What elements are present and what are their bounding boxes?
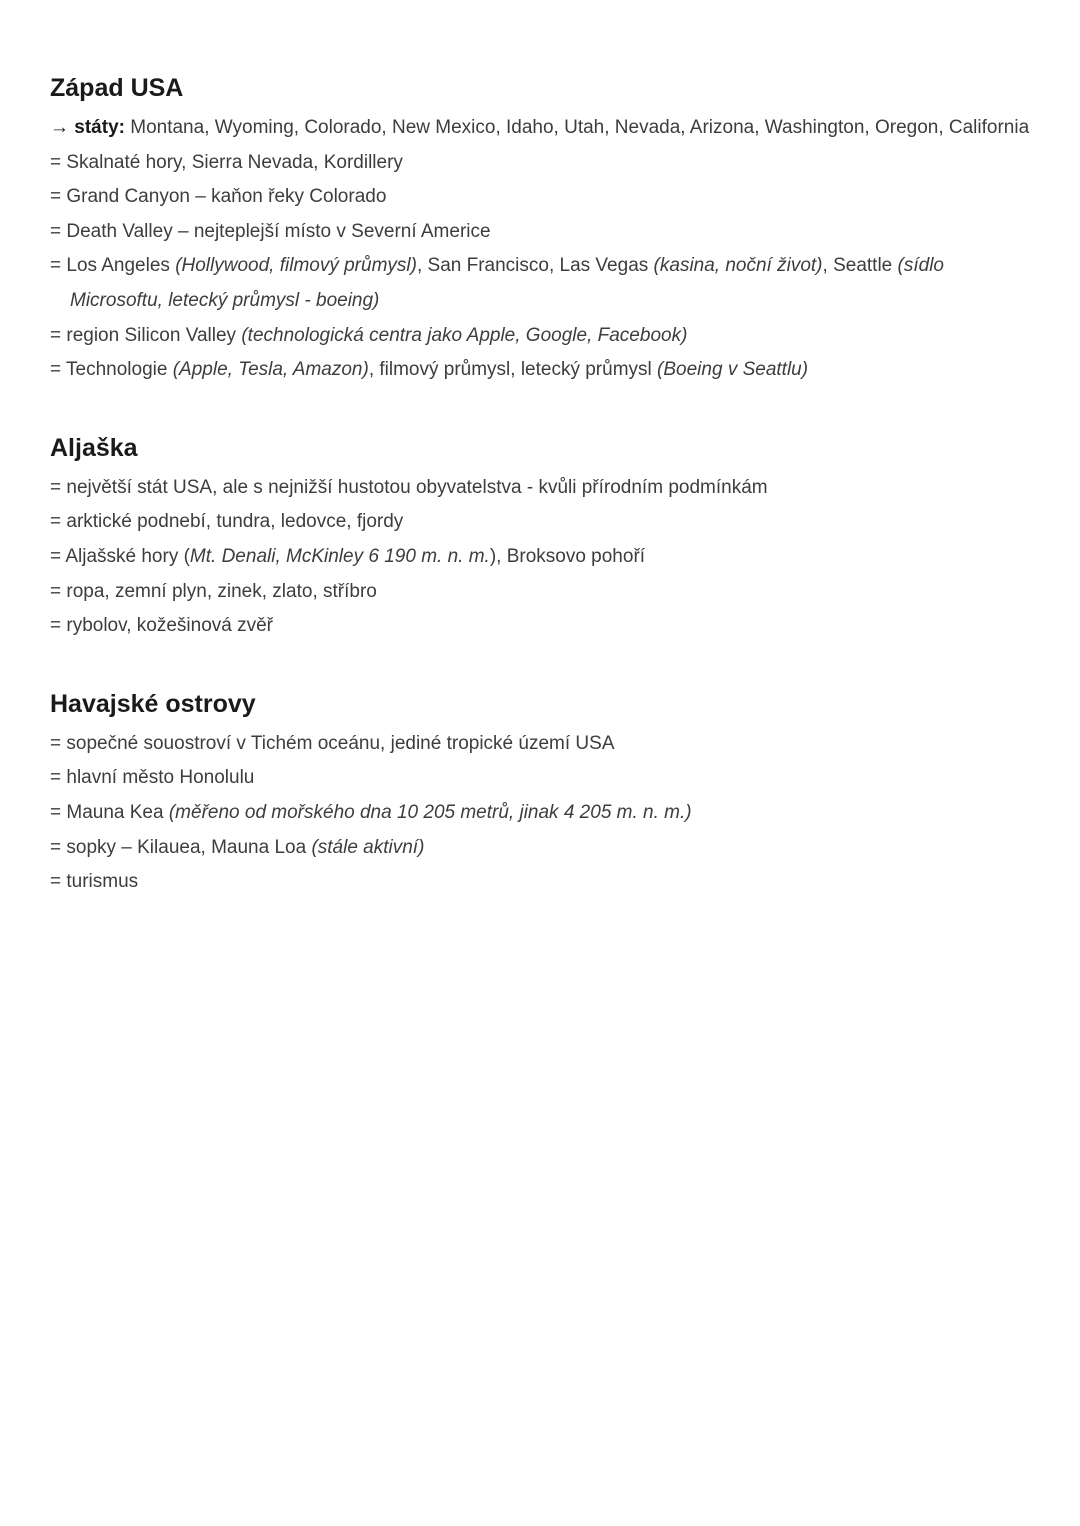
text-segment: = Mauna Kea bbox=[50, 801, 169, 823]
text-segment: = Skalnaté hory, Sierra Nevada, Kordillery bbox=[50, 151, 403, 173]
note-line-death-valley bbox=[50, 215, 1030, 250]
text-segment: = turismus bbox=[50, 871, 139, 893]
note-line-sopky bbox=[50, 831, 1030, 866]
note-line-skalnate-hory bbox=[50, 146, 1030, 181]
text-segment: = sopky – Kilauea, Mauna Loa bbox=[50, 836, 312, 858]
text-segment: , San Francisco, Las Vegas bbox=[416, 255, 654, 277]
italic-segment: (stále aktivní) bbox=[311, 836, 425, 858]
text-segment: = hlavní město Honolulu bbox=[50, 767, 255, 789]
note-line-grand-canyon bbox=[50, 180, 1030, 215]
text-segment: = největší stát USA, ale s nejnižší hustotou obyvatelstva - kvůli přírodním podmínkám bbox=[50, 476, 768, 498]
italic-segment: (Boeing v Seattlu) bbox=[657, 359, 809, 381]
text-segment: = Los Angeles bbox=[50, 255, 176, 277]
italic-segment: Mt. Denali, McKinley 6 190 m. n. m. bbox=[189, 545, 490, 567]
italic-segment: (kasina, noční život) bbox=[653, 255, 823, 277]
text-segment: ), Broksovo pohoří bbox=[489, 545, 646, 567]
text-segment: = ropa, zemní plyn, zinek, zlato, stříbro bbox=[50, 580, 377, 602]
text-segment: = arktické podnebí, tundra, ledovce, fjordy bbox=[50, 511, 404, 533]
note-line-mesta bbox=[50, 249, 1030, 318]
note-line-nejvetsi-stat bbox=[50, 471, 1030, 506]
section-heading-zapad-usa: Západ USA bbox=[50, 74, 184, 102]
note-line-aljasske-hory bbox=[50, 540, 1030, 575]
note-line-honolulu bbox=[50, 761, 1030, 796]
note-line-technologie bbox=[50, 353, 1030, 388]
note-line-silicon-valley bbox=[50, 319, 1030, 354]
text-segment: = Death Valley – nejteplejší místo v Severní Americe bbox=[50, 220, 491, 242]
note-line-rybolov bbox=[50, 609, 1030, 644]
arrow-bold-label: → státy: bbox=[50, 117, 125, 138]
section-heading-havajske-ostrovy: Havajské ostrovy bbox=[50, 689, 256, 718]
text-segment: = Aljašské hory ( bbox=[50, 545, 190, 567]
note-line-turismus bbox=[50, 865, 1030, 900]
text-segment: Montana, Wyoming, Colorado, New Mexico, Idaho, Utah, Nevada, Arizona, Washington, Oregon, California bbox=[124, 117, 1030, 138]
text-segment: = sopečné souostroví v Tichém oceánu, jediné tropické území USA bbox=[50, 732, 615, 754]
text-segment: = Grand Canyon – kaňon řeky Colorado bbox=[50, 186, 387, 208]
section-zapad-usa bbox=[50, 72, 1030, 388]
section-heading-aljaska: Aljaška bbox=[50, 433, 138, 462]
text-segment: , Seattle bbox=[822, 255, 898, 277]
text-segment: , filmový průmysl, letecký průmysl bbox=[368, 359, 658, 381]
note-line-staty bbox=[50, 111, 1030, 146]
italic-segment: (technologická centra jako Apple, Google, Facebook) bbox=[241, 324, 688, 346]
note-line-podnebi bbox=[50, 505, 1030, 540]
italic-segment: (měřeno od mořského dna 10 205 metrů, jinak 4 205 m. n. m.) bbox=[168, 801, 692, 823]
section-havajske-ostrovy bbox=[50, 688, 1030, 900]
section-aljaska bbox=[50, 432, 1030, 644]
note-line-mauna-kea bbox=[50, 796, 1030, 831]
italic-segment: (sídlo Microsoftu, letecký průmysl - boeing) bbox=[70, 255, 944, 311]
text-segment: = Technologie bbox=[50, 359, 173, 381]
italic-segment: (Hollywood, filmový průmysl) bbox=[175, 255, 417, 277]
text-segment: = region Silicon Valley bbox=[50, 324, 242, 346]
note-line-suroviny bbox=[50, 575, 1030, 610]
italic-segment: (Apple, Tesla, Amazon) bbox=[172, 359, 369, 381]
text-segment: = rybolov, kožešinová zvěř bbox=[50, 615, 273, 637]
note-line-souostrovi bbox=[50, 727, 1030, 762]
